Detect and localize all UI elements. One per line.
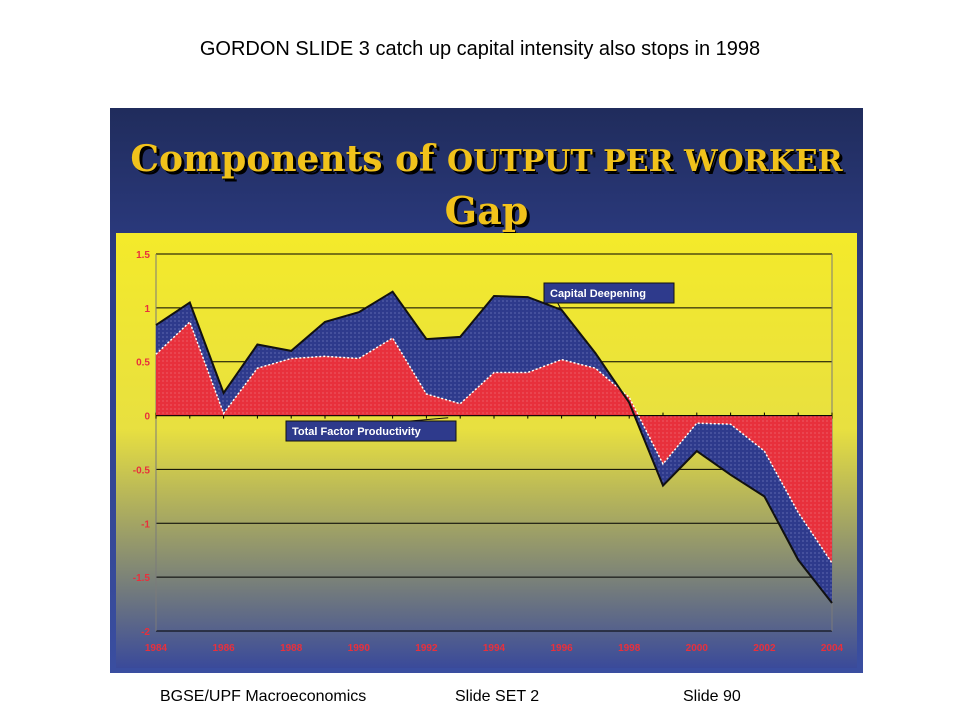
x-tick-label: 1998: [618, 643, 641, 654]
panel-title-part2: OUTPUT PER WORKER: [447, 144, 843, 179]
y-tick-label: -1.5: [132, 573, 150, 585]
x-tick-label: 1984: [144, 643, 168, 654]
panel-title-line2: Gap: [444, 188, 529, 233]
y-tick-label: -1: [141, 519, 150, 531]
footer-course: BGSE/UPF Macroeconomics: [160, 688, 367, 705]
x-tick-label: 1996: [550, 643, 573, 654]
footer-set: Slide SET 2: [455, 688, 540, 705]
x-tick-label: 1990: [347, 643, 370, 654]
slide-title: GORDON SLIDE 3 catch up capital intensity also stops in 1998: [199, 38, 761, 60]
capital-deepening-label: Capital Deepening: [550, 288, 646, 300]
x-tick-label: 2002: [753, 643, 776, 654]
y-tick-label: 1.5: [136, 250, 150, 261]
y-tick-label: -2: [141, 627, 150, 638]
x-tick-label: 2000: [685, 643, 708, 654]
y-tick-label: -0.5: [132, 465, 150, 477]
tfp-label: Total Factor Productivity: [292, 426, 421, 438]
footer-slide-number: Slide 90: [683, 688, 741, 705]
y-tick-label: 0: [144, 411, 150, 423]
x-tick-label: 1994: [482, 643, 506, 654]
area-chart: [110, 108, 863, 673]
chart-panel: [110, 108, 863, 673]
y-tick-label: 1: [144, 303, 150, 315]
x-tick-label: 1992: [415, 643, 438, 654]
x-tick-label: 2004: [820, 643, 844, 654]
x-tick-label: 1988: [280, 643, 303, 654]
y-tick-label: 0.5: [136, 357, 150, 369]
panel-title-part1: Components of: [130, 138, 448, 180]
x-tick-label: 1986: [212, 643, 235, 654]
